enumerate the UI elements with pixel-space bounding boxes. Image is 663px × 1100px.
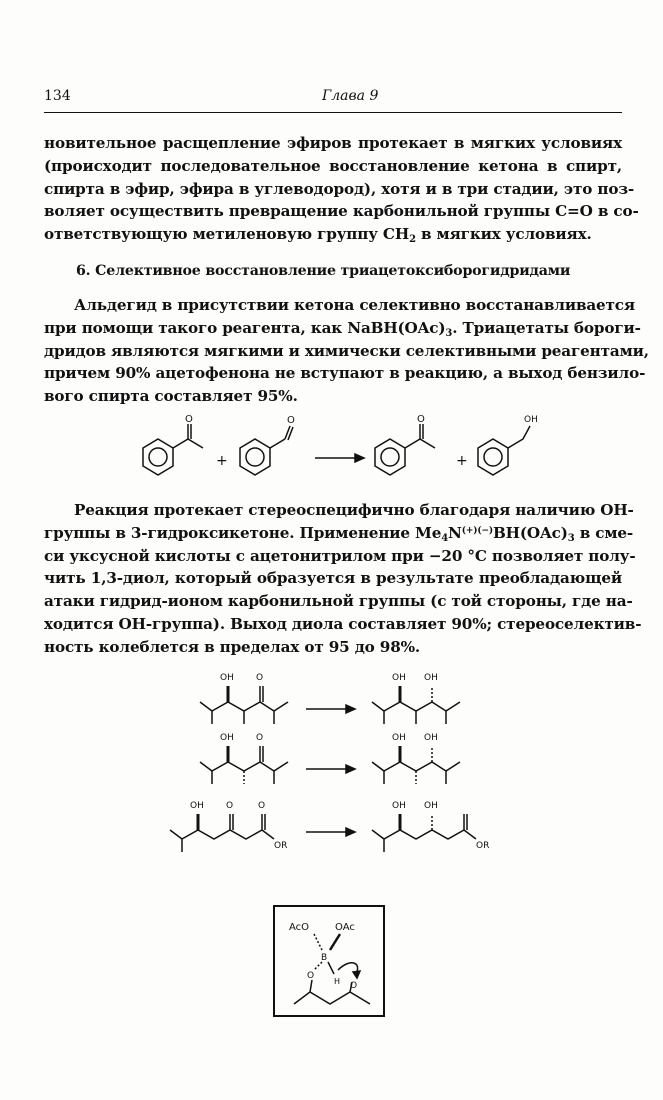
text-line: атаки гидрид-ионом карбонильной группы (с той стороны, где на- [44, 592, 633, 611]
svg-text:O: O [350, 981, 358, 991]
section-heading: 6. Селективное восстановление триацетоксиборогидридами [76, 263, 571, 279]
oxygen-label: O [417, 414, 425, 425]
reaction-scheme-1 [0, 410, 663, 510]
text-line: Альдегид в присутствии кетона селективно восстанавливается [74, 296, 635, 314]
benzyl-alcohol-structure [478, 415, 538, 475]
svg-text:OAc: OAc [335, 922, 355, 933]
reaction-scheme-2 [0, 662, 663, 872]
header-rule [44, 112, 622, 113]
text-line: чить 1,3-диол, который образуется в результате преобладающей [44, 569, 622, 588]
text-line: спирта в эфир, эфира в углеводород), хотя и в три стадии, это поз- [44, 179, 635, 198]
diol-2 [372, 733, 460, 784]
text-line: ность колеблется в пределах от 95 до 98%. [44, 637, 421, 656]
hydroxyketone-2 [200, 733, 288, 784]
hydroxyketone-1 [200, 673, 288, 724]
text-line: при помощи такого реагента, как $NaBH(OAc)_3$. Триацетаты бороги- [44, 318, 641, 339]
svg-text:H: H [334, 977, 341, 986]
svg-text:O: O [226, 801, 234, 811]
text-line: причем 90% ацетофенона не вступают в реакцию, а выход бензило- [44, 364, 646, 383]
reaction-arrow [306, 828, 355, 836]
plus-sign: + [216, 453, 228, 469]
svg-text:O: O [256, 673, 264, 683]
benzaldehyde-structure [240, 415, 295, 475]
oxygen-label: O [185, 414, 193, 425]
svg-text:B: B [321, 953, 328, 963]
hydroxyl-label: OH [524, 415, 538, 425]
svg-text:OH: OH [220, 733, 234, 743]
plus-sign: + [456, 453, 468, 469]
svg-text:AcO: AcO [289, 922, 310, 933]
text-line: ответствующую метиленовую группу $CH_2$ в мягких условиях. [44, 225, 592, 246]
svg-text:O: O [307, 971, 315, 981]
hydroxyketoester [170, 801, 287, 852]
text-line: ходится OH-группа). Выход диола составляет 90%; стереоселектив- [44, 614, 642, 633]
text-line: группы в 3-гидроксикетоне. Применение $Me_4N^{(+)(-)}BH(OAc)_3$ в сме- [44, 523, 634, 544]
paragraph-2 [44, 294, 649, 408]
acetophenone-structure [143, 414, 203, 475]
reaction-arrow [306, 705, 355, 713]
text-line: вого спирта составляет 95%. [44, 387, 298, 406]
svg-text:OR: OR [476, 841, 490, 851]
reaction-arrow [306, 765, 355, 773]
text-line: дридов являются мягкими и химически селективными реагентами, [44, 341, 649, 360]
diol-1 [372, 673, 460, 724]
text-line: Реакция протекает стереоспецифично благодаря наличию OH- [74, 501, 634, 519]
svg-text:O: O [258, 801, 266, 811]
svg-text:O: O [256, 733, 264, 743]
svg-text:OH: OH [190, 801, 204, 811]
acetophenone-product-structure [375, 414, 435, 475]
svg-text:OH: OH [392, 801, 406, 811]
svg-text:OH: OH [424, 733, 438, 743]
text-line: новительное расщепление эфиров протекает в мягких условиях [44, 134, 622, 152]
page-header [44, 88, 622, 110]
transition-state-diagram [0, 900, 663, 1030]
page-number: 134 [44, 88, 71, 104]
svg-text:OR: OR [274, 841, 288, 851]
text-line: воляет осуществить превращение карбонильной группы C=O в со- [44, 202, 639, 221]
chapter-title: Глава 9 [322, 88, 379, 104]
oxygen-label: O [287, 415, 295, 426]
text-line: (происходит последовательное восстановление кетона в спирт, [44, 156, 622, 175]
svg-text:OH: OH [424, 801, 438, 811]
svg-text:OH: OH [424, 673, 438, 683]
svg-text:OH: OH [392, 733, 406, 743]
reaction-arrow [315, 454, 364, 462]
paragraph-1 [44, 132, 639, 246]
text-line: си уксусной кислоты с ацетонитрилом при −20 °C позволяет полу- [44, 546, 636, 565]
diol-ester [372, 801, 489, 852]
paragraph-3 [44, 499, 642, 659]
svg-text:OH: OH [392, 673, 406, 683]
svg-text:OH: OH [220, 673, 234, 683]
